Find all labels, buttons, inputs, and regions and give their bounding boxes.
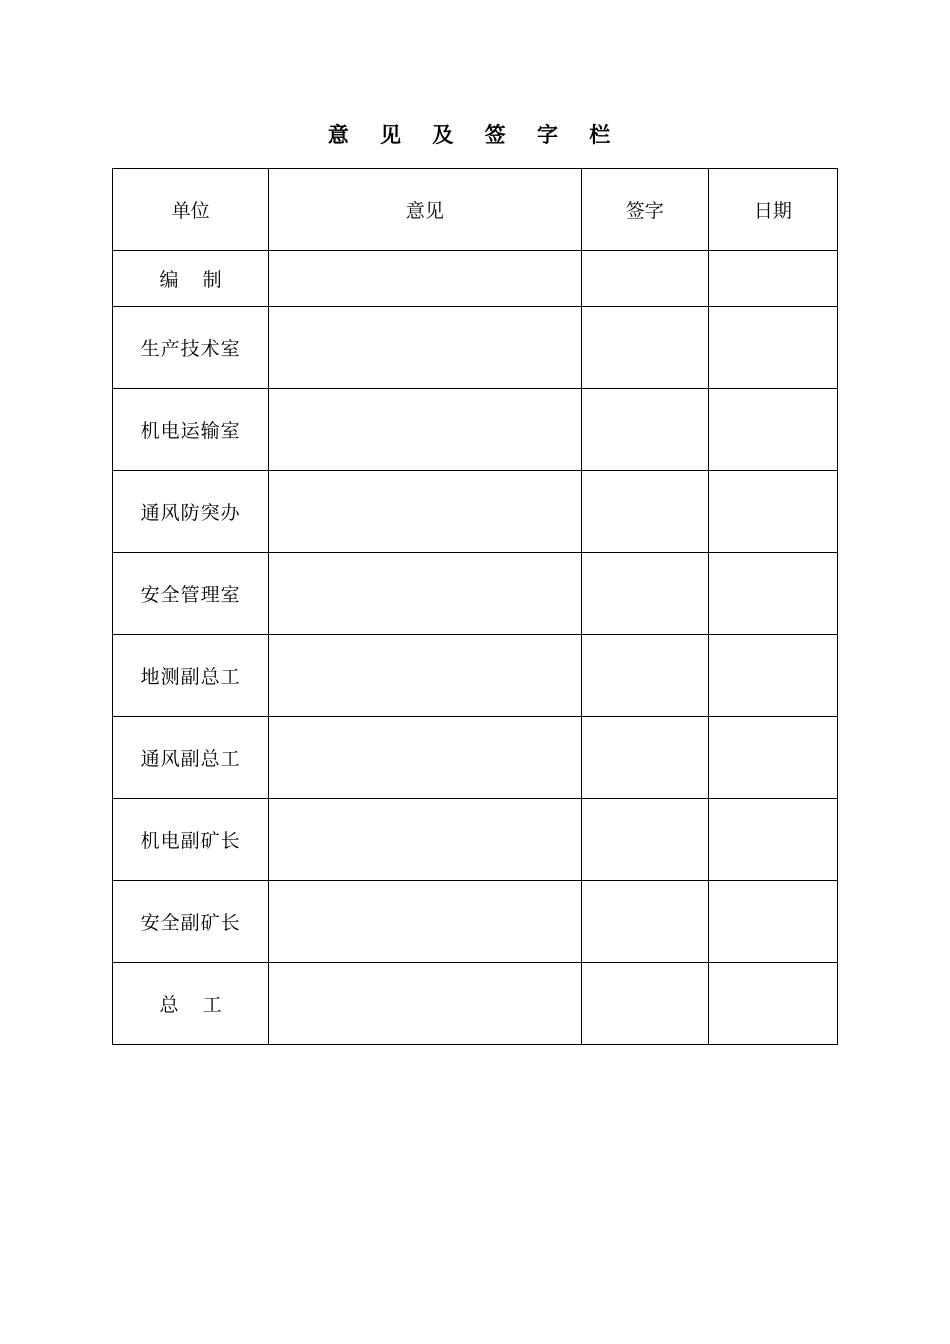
table-header-row — [113, 169, 838, 251]
opinion-cell[interactable] — [269, 717, 581, 799]
document-title: 意 见 及 签 字 栏 — [327, 123, 623, 147]
header-opinion: 意见 — [269, 169, 581, 251]
signature-cell[interactable] — [581, 635, 708, 717]
opinion-cell[interactable] — [269, 963, 581, 1045]
date-cell[interactable] — [708, 799, 837, 881]
date-cell[interactable] — [708, 553, 837, 635]
date-cell[interactable] — [708, 389, 837, 471]
table-row — [113, 717, 838, 799]
signature-cell[interactable] — [581, 251, 708, 307]
opinion-signature-table — [112, 168, 838, 1045]
signature-cell[interactable] — [581, 389, 708, 471]
header-signature: 签字 — [581, 169, 708, 251]
unit-cell: 安全副矿长 — [113, 881, 269, 963]
date-cell[interactable] — [708, 251, 837, 307]
date-cell[interactable] — [708, 963, 837, 1045]
table-row — [113, 471, 838, 553]
unit-cell: 总 工 — [113, 963, 269, 1045]
header-date: 日期 — [708, 169, 837, 251]
unit-cell: 通风副总工 — [113, 717, 269, 799]
table-row — [113, 307, 838, 389]
opinion-cell[interactable] — [269, 389, 581, 471]
unit-cell: 机电副矿长 — [113, 799, 269, 881]
date-cell[interactable] — [708, 881, 837, 963]
table-row — [113, 963, 838, 1045]
signature-cell[interactable] — [581, 307, 708, 389]
table-row — [113, 881, 838, 963]
opinion-cell[interactable] — [269, 251, 581, 307]
unit-cell: 通风防突办 — [113, 471, 269, 553]
signature-cell[interactable] — [581, 799, 708, 881]
unit-cell: 地测副总工 — [113, 635, 269, 717]
opinion-cell[interactable] — [269, 881, 581, 963]
opinion-cell[interactable] — [269, 553, 581, 635]
signature-cell[interactable] — [581, 553, 708, 635]
opinion-cell[interactable] — [269, 307, 581, 389]
table-row — [113, 553, 838, 635]
signature-cell[interactable] — [581, 881, 708, 963]
unit-cell: 机电运输室 — [113, 389, 269, 471]
unit-cell: 编 制 — [113, 251, 269, 307]
unit-cell: 生产技术室 — [113, 307, 269, 389]
table-row — [113, 799, 838, 881]
unit-cell: 安全管理室 — [113, 553, 269, 635]
signature-cell[interactable] — [581, 717, 708, 799]
signature-cell[interactable] — [581, 963, 708, 1045]
date-cell[interactable] — [708, 635, 837, 717]
header-unit: 单位 — [113, 169, 269, 251]
date-cell[interactable] — [708, 717, 837, 799]
table-row — [113, 389, 838, 471]
opinion-cell[interactable] — [269, 635, 581, 717]
date-cell[interactable] — [708, 307, 837, 389]
signature-cell[interactable] — [581, 471, 708, 553]
table-row — [113, 251, 838, 307]
table-row — [113, 635, 838, 717]
date-cell[interactable] — [708, 471, 837, 553]
opinion-cell[interactable] — [269, 471, 581, 553]
opinion-cell[interactable] — [269, 799, 581, 881]
